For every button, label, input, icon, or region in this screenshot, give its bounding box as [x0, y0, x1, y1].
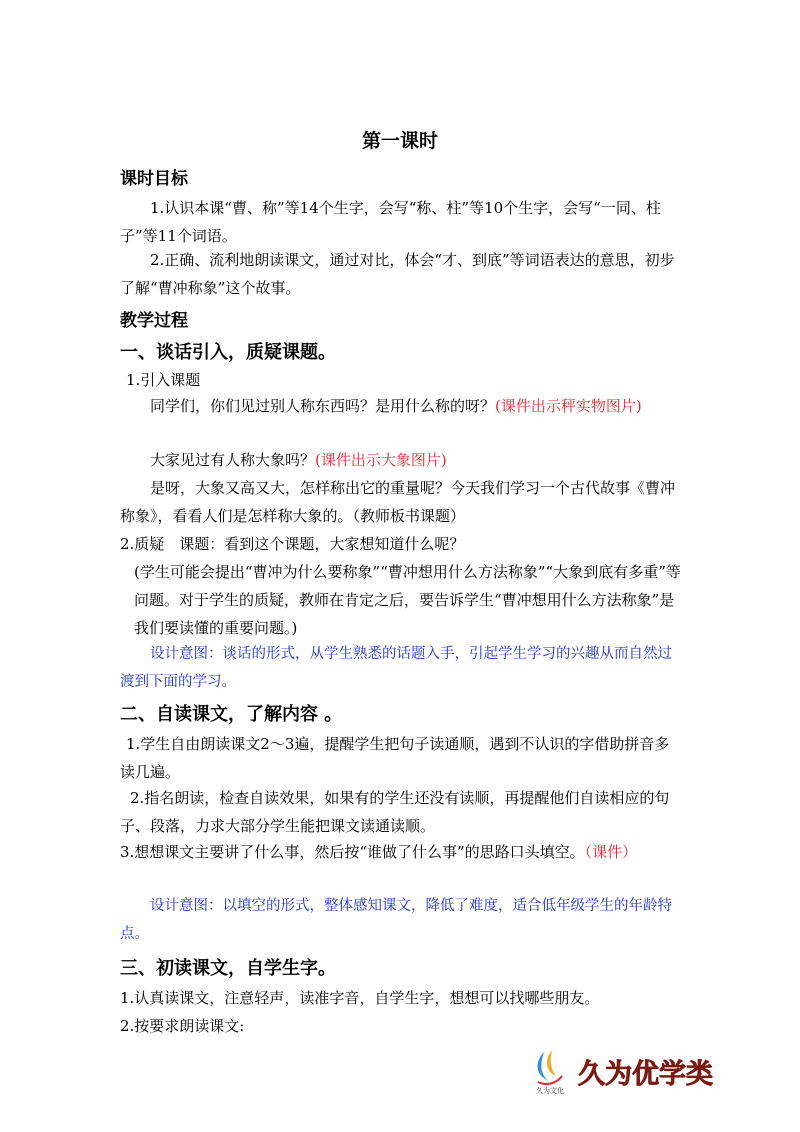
section-process-heading: 教学过程	[120, 311, 188, 331]
part1-paragraph-3: 是呀，大象又高又大，怎样称出它的重量呢？今天我们学习一个古代故事《曹冲称象》，看看人们是怎样称大象的。（教师板书课题）	[120, 479, 676, 525]
goal-2: 2.正确、流利地朗读课文，通过对比，体会“才、到底”等词语表达的意思，初步了解“曹冲称象”这个故事。	[120, 251, 675, 297]
part2-item1: 1.学生自由朗读课文2～3遍，提醒学生把句子读通顺，遇到不认识的字借助拼音多读几遍。	[120, 735, 670, 781]
part1-design-intent: 设计意图：谈话的形式，从学生熟悉的话题入手，引起学生学习的兴趣从而自然过渡到下面的学习。	[120, 646, 672, 690]
part1-paragraph-2	[120, 446, 680, 474]
logo-big-text: 久为优学类	[578, 1059, 713, 1090]
p1-courseware-note: (课件出示秤实物图片)	[495, 397, 642, 415]
part3-item2: 2.按要求朗读课文:	[120, 1017, 245, 1035]
p2-courseware-note: (课件出示大象图片)	[315, 451, 447, 469]
brand-logo	[530, 1046, 730, 1096]
part2-item3	[120, 838, 680, 866]
logo-small-text: 久为文化	[536, 1087, 564, 1095]
part1-paragraph-1	[120, 392, 680, 420]
p1-text: 同学们，你们见过别人称东西吗？是用什么称的呀？	[150, 397, 496, 415]
goal-1: 1.认识本课“曹、称”等14个生字，会写“称、柱”等10个生字，会写“一同、柱子”等11个词语。	[120, 199, 661, 245]
p2-text: 大家见过有人称大象吗？	[150, 451, 316, 469]
part2-item3-text: 3.想想课文主要讲了什么事，然后按“谁做了什么事”的思路口头填空。	[120, 843, 585, 861]
part1-item2: 2.质疑 课题：看到这个课题，大家想知道什么呢？	[120, 535, 465, 553]
part1-heading: 一、谈话引入，质疑课题。	[120, 342, 336, 363]
part2-item3-note: （课件）	[584, 843, 638, 861]
logo-emblem-icon	[538, 1050, 562, 1084]
part3-heading: 三、初读课文，自学生字。	[120, 958, 336, 979]
part1-item1-label: 1.引入课题	[126, 371, 201, 389]
section-goals-heading: 课时目标	[120, 169, 188, 189]
part2-design-intent: 设计意图：以填空的形式，整体感知课文，降低了难度，适合低年级学生的年龄特点。	[120, 898, 672, 942]
part3-item1: 1.认真读课文，注意轻声，读准字音，自学生字，想想可以找哪些朋友。	[120, 989, 600, 1007]
part2-heading: 二、自读课文，了解内容 。	[120, 704, 343, 725]
part1-item2-detail: (学生可能会提出“曹冲为什么要称象”“曹冲想用什么方法称象”“大象到底有多重”等问题。对于学生的质疑，教师在肯定之后，要告诉学生“曹冲想用什么方法称象”是我们要读懂的重要问题。)	[134, 563, 681, 637]
part2-item2: 2.指名朗读，检查自读效果，如果有的学生还没有读顺，再提醒他们自读相应的句子、段落，力求大部分学生能把课文读通读顺。	[120, 789, 670, 835]
page-title: 第一课时	[361, 130, 438, 152]
